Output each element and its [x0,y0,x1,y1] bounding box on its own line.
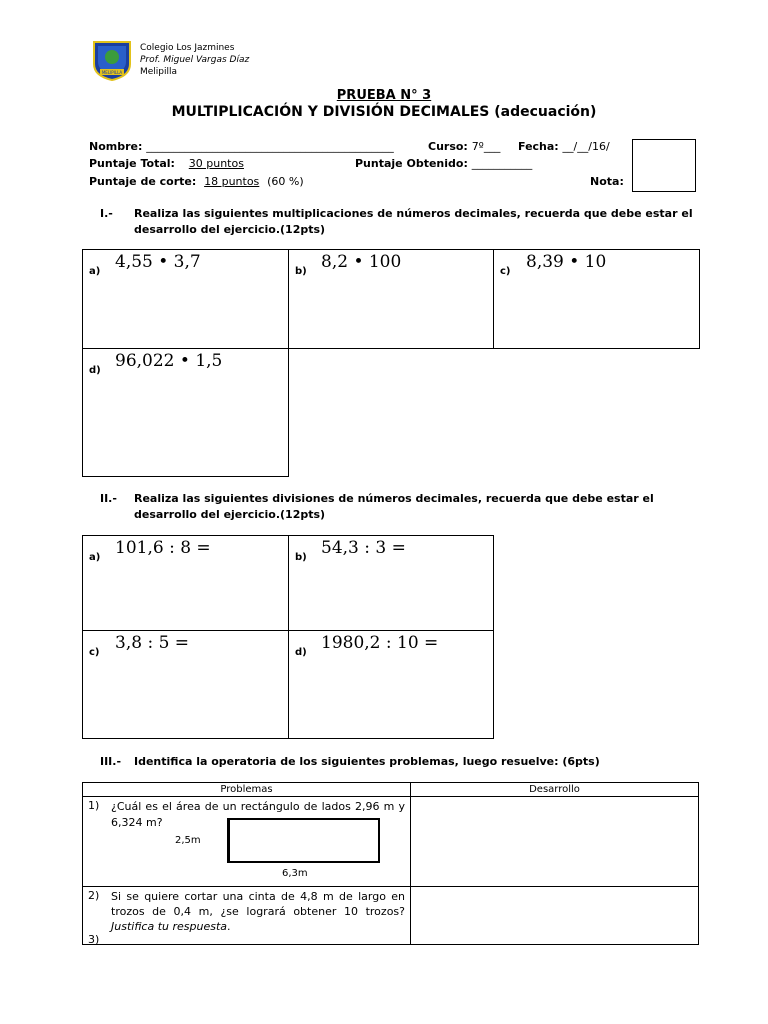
puntaje-corte-pct: (60 %) [267,175,304,188]
nombre-label: Nombre: [89,140,143,153]
nombre-field[interactable]: _____________________________________________ [146,140,394,153]
school-city: Melipilla [140,67,178,77]
problem-cell-2 [83,887,411,945]
fecha-field[interactable]: __/__/16/ [562,140,610,153]
exercise-label: c) [500,266,511,277]
problem-cell-1 [83,797,411,887]
col-header-problemas: Problemas [83,783,411,797]
puntaje-total-label: Puntaje Total: [89,157,175,170]
exercise-cell-a[interactable] [83,536,289,631]
rectangle-side-label: 2,5m [175,835,201,846]
exercise-expression: 4,55 • 3,7 [115,252,201,272]
problem-text: Si se quiere cortar una cinta de 4,8 m de largo en trozos de 0,4 m, ¿se logrará obtener 10 trozos? [111,890,405,918]
nota-box[interactable] [632,139,696,192]
school-logo [92,40,132,80]
exercise-cell-a[interactable] [83,250,289,349]
section2-number: II.- [100,492,117,505]
puntaje-total-row [89,157,254,170]
section1-number: I.- [100,207,113,220]
exercise-cell-d[interactable] [83,349,289,477]
curso-field[interactable]: 7º___ [471,140,501,153]
exercise-label: d) [295,647,307,658]
problem-number: 2) [88,889,100,902]
puntaje-obtenido-row [355,157,532,170]
exercise-cell-c[interactable] [83,631,289,739]
name-row [89,140,394,153]
exercise-expression: 3,8 : 5 = [115,633,190,653]
problem-text: ¿Cuál es el área de un rectángulo de lados 2,96 m y 6,324 m? [111,800,405,829]
puntaje-obtenido-label: Puntaje Obtenido: [355,157,468,170]
multiplication-grid [82,249,700,477]
exercise-expression: 8,39 • 10 [526,252,607,272]
exercise-expression: 8,2 • 100 [321,252,402,272]
division-grid [82,535,494,739]
exercise-expression: 54,3 : 3 = [321,538,406,558]
curso-label: Curso: [428,140,468,153]
teacher-name: Prof. Miguel Vargas Díaz [140,55,250,65]
exercise-cell-b[interactable] [289,536,494,631]
puntaje-corte-row [89,175,304,188]
exercise-expression: 1980,2 : 10 = [321,633,439,653]
problem-text-end: . [227,920,231,933]
problem-number: 3) [88,933,100,946]
problem-text-italic: Justifica tu respuesta [111,920,228,933]
col-header-desarrollo: Desarrollo [411,783,699,797]
rectangle-bottom-label: 6,3m [282,868,308,879]
puntaje-total-value: 30 puntos [188,157,244,170]
section1-instruction: Realiza las siguientes multiplicaciones de números decimales, recuerda que debe estar el desarrollo del ejercicio.(12pts) [134,207,693,236]
desarrollo-cell-1[interactable] [411,797,699,887]
exercise-cell-c[interactable] [494,250,700,349]
school-info [140,42,249,78]
exercise-cell-b[interactable] [289,250,494,349]
test-subtitle: MULTIPLICACIÓN Y DIVISIÓN DECIMALES (adecuación) [171,104,597,120]
nota-label: Nota: [590,175,624,188]
section2-instruction: Realiza las siguientes divisiones de números decimales, recuerda que debe estar el desarrollo del ejercicio.(12pts) [134,492,654,521]
fecha-row [518,140,610,153]
exercise-label: a) [89,552,101,563]
exercise-expression: 101,6 : 8 = [115,538,211,558]
section3-instruction: Identifica la operatoria de los siguientes problemas, luego resuelve: (6pts) [134,755,600,768]
problems-table [82,782,699,945]
puntaje-corte-label: Puntaje de corte: [89,175,197,188]
problem-number: 1) [88,799,100,812]
puntaje-obtenido-field[interactable]: ___________ [471,157,533,170]
desarrollo-cell-2[interactable] [411,887,699,945]
puntaje-corte-value: 18 puntos [204,175,260,188]
exercise-label: a) [89,266,101,277]
fecha-label: Fecha: [518,140,559,153]
exercise-label: d) [89,365,101,376]
problem-text-block [111,889,405,934]
exercise-label: c) [89,647,100,658]
test-title: PRUEBA N° 3 [336,88,432,103]
svg-text:MELIPILLA: MELIPILLA [101,70,123,75]
school-name: Colegio Los Jazmines [140,43,235,53]
curso-row [428,140,500,153]
rectangle-figure [227,818,380,863]
exercise-label: b) [295,266,307,277]
section3-number: III.- [100,755,122,768]
exercise-cell-d[interactable] [289,631,494,739]
exercise-label: b) [295,552,307,563]
exercise-expression: 96,022 • 1,5 [115,351,223,371]
